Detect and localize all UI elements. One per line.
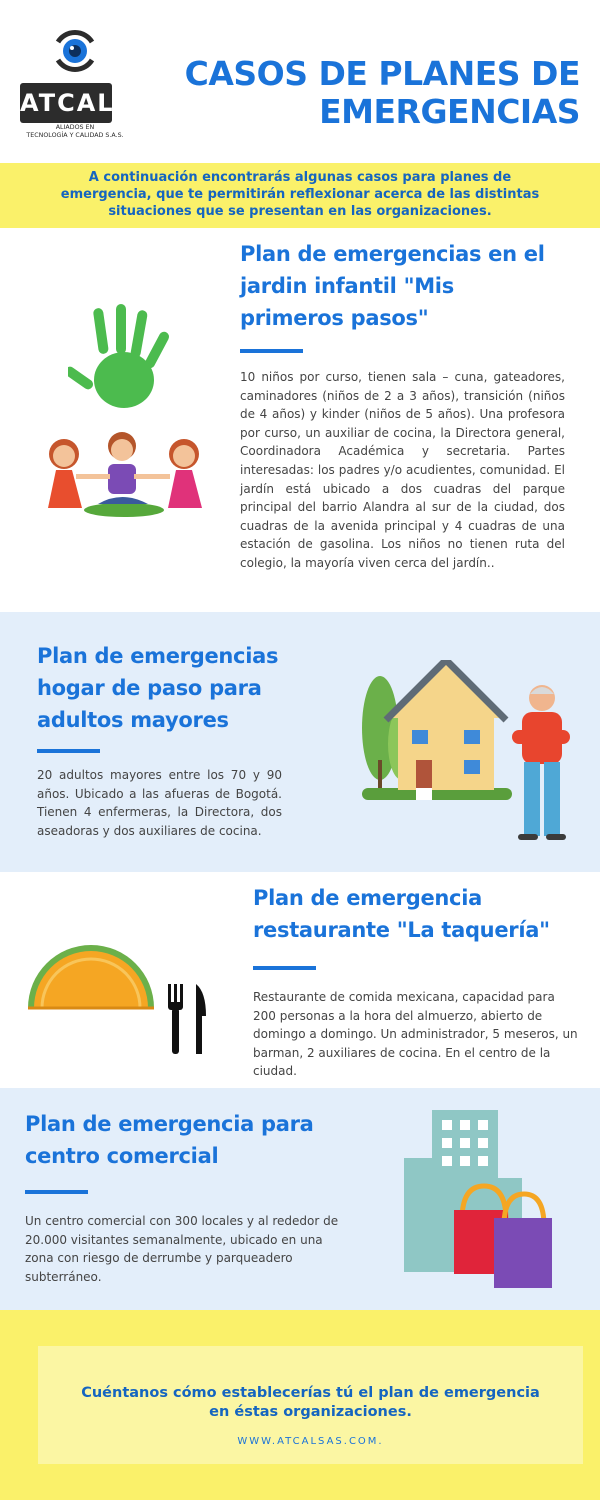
intro-line1: A continuación encontrarás algunas casos para planes de [88,170,512,185]
taco-icon [24,940,159,1012]
section-body: 20 adultos mayores entre los 70 y 90 años. Ubicado a las afueras de Bogotá. Tienen 4 enfermeras, la Directora, dos aseadoras y dos auxiliares de cocina. [37,768,282,838]
section-title-line2: centro comercial [25,1144,219,1168]
footer-line2: en éstas organizaciones. [209,1404,412,1420]
intro-line2: emergencia, que te permitirán reflexionar acerca de las distintas [60,187,540,202]
intro-line3: situaciones que se presentan en las organizaciones. [108,204,492,219]
section-body: Un centro comercial con 300 locales y al rededor de 20.000 visitantes semanalmente, ubicado en una zona con riesgo de derrumbe y parqueadero subterráneo. [25,1214,339,1284]
section-title-line1: Plan de emergencia [253,886,482,910]
section-centro-comercial [0,1088,600,1310]
section-title [37,640,337,736]
logo-wordmark: ATCAL [20,83,112,123]
section-title-line2: restaurante "La taquería" [253,918,550,942]
section-title-line1: Plan de emergencias en el [240,242,545,266]
eye-logo-icon [52,28,98,74]
page-title-line2: EMERGENCIAS [319,92,580,131]
intro-text [40,169,560,220]
section-divider [253,966,316,970]
section-divider [37,749,100,753]
page-title [150,55,580,131]
shopping-bags-icon [450,1180,556,1292]
logo-subtitle-line1: ALIADOS EN [55,124,95,131]
logo [20,28,124,143]
section-jardin-infantil [0,228,600,612]
footer [0,1310,600,1500]
section-divider [240,349,303,353]
section-taqueria [0,872,600,1088]
footer-line1: Cuéntanos cómo establecerías tú el plan de emergencia [81,1385,540,1401]
section-title-line1: Plan de emergencia para [25,1112,314,1136]
hand-print-icon [68,302,178,414]
section-title-line2: jardin infantil "Mis [240,274,454,298]
page-title-line1: CASOS DE PLANES DE [184,54,580,93]
fork-knife-icon [166,982,210,1056]
section-body: Restaurante de comida mexicana, capacidad para 200 personas a la hora del almuerzo, abierto de domingo a domingo. Un administrador, 5 meseros, un barman, 2 auxiliares de cocina. En el centro de la ciudad. [253,990,578,1079]
intro-band [0,163,600,228]
children-playing-icon [42,426,207,521]
footer-callout [38,1346,583,1464]
logo-subtitle [20,124,130,140]
logo-subtitle-line2: TECNOLOGÍA Y CALIDAD S.A.S. [26,132,124,139]
elderly-man-icon [508,682,573,844]
website-link[interactable]: WWW.ATCALSAS.COM. [237,1436,384,1447]
section-title-line3: primeros pasos" [240,306,429,330]
section-body: 10 niños por curso, tienen sala – cuna, gateadores, caminadores (niños de 2 a 3 años), transición (niños de 4 años) y kinder (niños de 5 años). Una profesora por curso, un auxiliar de cocina, la Directora general, Coordinadora Académica y secretaria. Partes interesadas: los padres y/o acudientes, comunidad. El jardín está ubicado a dos cuadras del parque principal del barrio Alandra al sur de la ciudad, dos cuadras de la avenida principal y 4 cuadras de una estación de gasolina. Los niños no tienen ruta del colegio, la mayoría viven cerca del jardín.. [240,370,565,570]
footer-call-to-action [38,1384,583,1422]
section-title-line2: hogar de paso para [37,676,262,700]
section-title [240,238,580,334]
header [0,0,600,163]
house-icon [358,660,518,804]
section-title [25,1108,355,1172]
section-title [253,882,593,946]
section-title-line1: Plan de emergencias [37,644,279,668]
section-divider [25,1190,88,1194]
section-title-line3: adultos mayores [37,708,229,732]
section-hogar-de-paso [0,612,600,872]
